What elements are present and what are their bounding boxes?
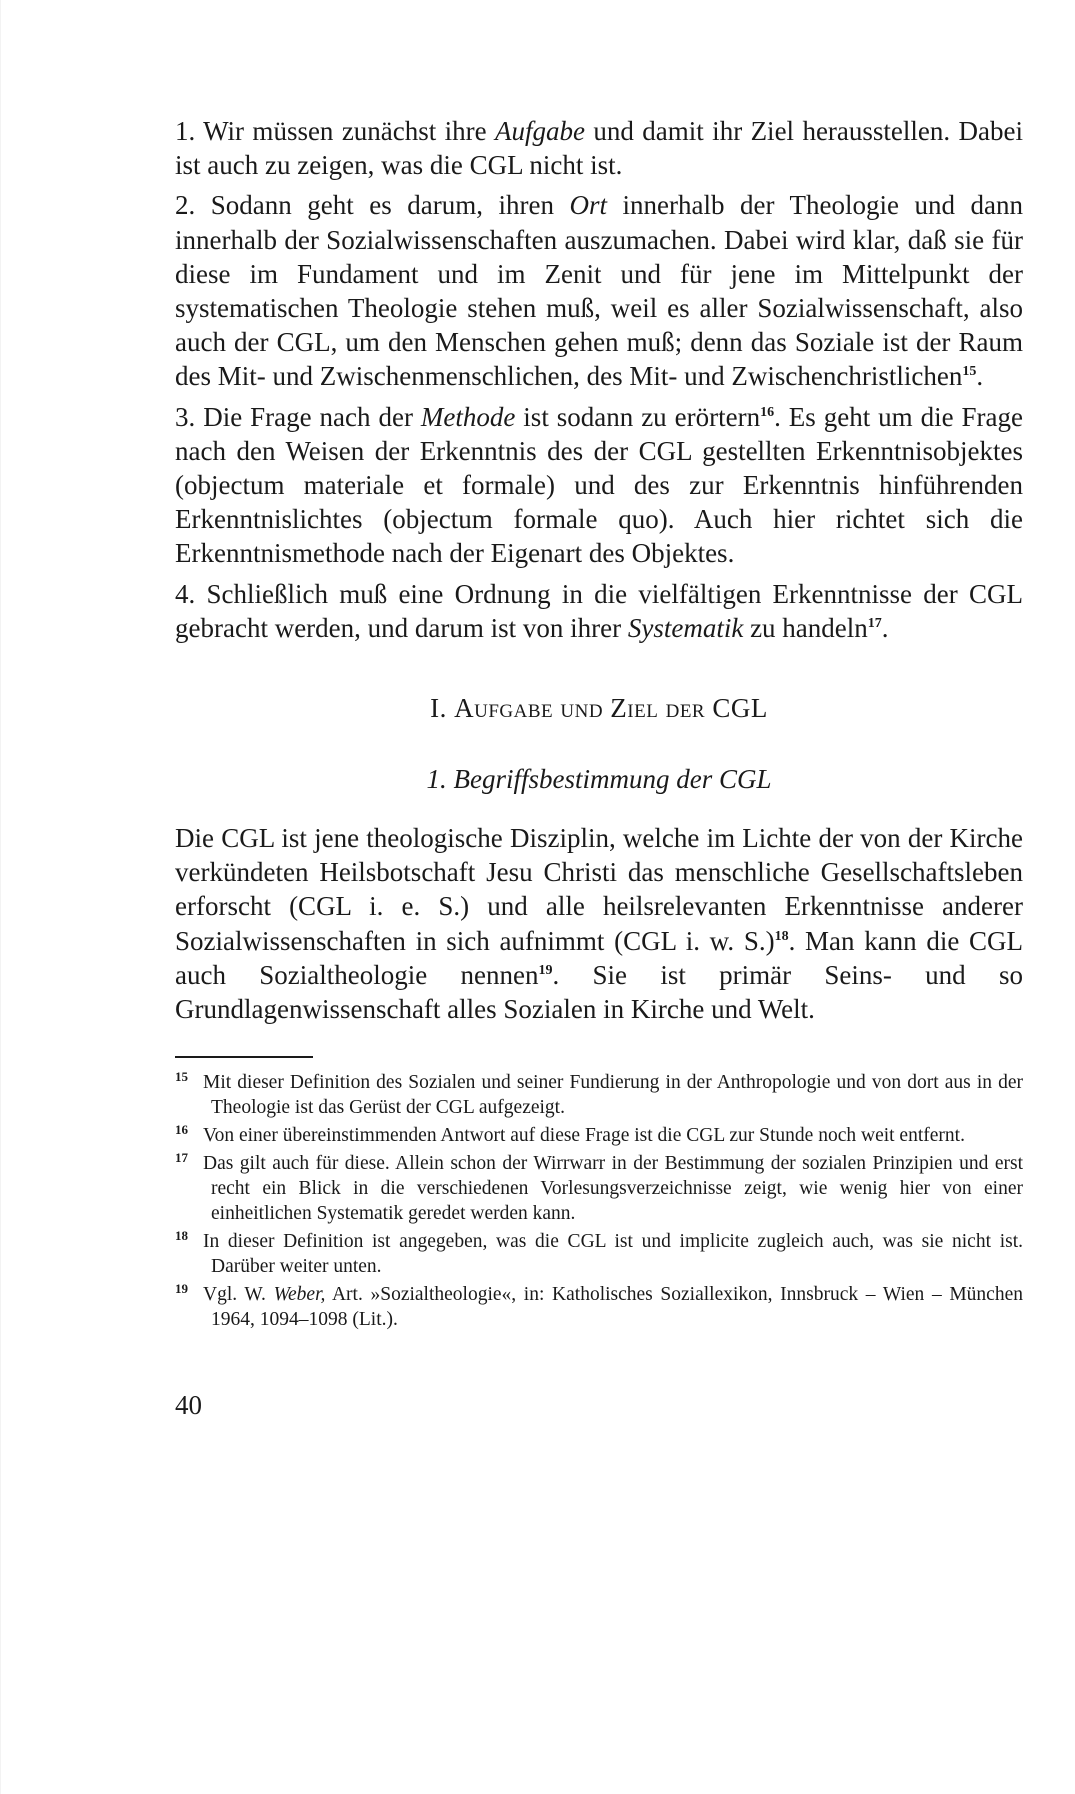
emphasis-methode: Methode — [420, 401, 516, 432]
emphasis-ort: Ort — [569, 190, 608, 221]
scan-edge — [0, 0, 1, 1794]
footnote-15: 15 Mit dieser Definition des Sozialen und seiner Fundierung in der Anthropologie und von dort aus in der Theologie ist das Gerüst der CGL aufgezeigt. — [175, 1068, 1023, 1119]
list-item-2: 2. Sodann geht es darum, ihren Ort innerhalb der Theologie und dann innerhalb der Sozialwissenschaften auszumachen. Dabei wird klar, daß sie für diese im Fundament und im Zenit und für jene im Mittelpunkt der systematischen Theologie stehen muß, weil es aller Sozialwissenschaft, also auch der CGL, um den Menschen gehen muß; denn das Soziale ist der Raum des Mit- und Zwischenmenschlichen, des Mit- und Zwischenchristlichen$^{15}$. — [175, 190, 1023, 392]
footnote-18: 18 In dieser Definition ist angegeben, was die CGL ist und implicite zugleich auch, was sie nicht ist. Darüber weiter unten. — [175, 1227, 1023, 1278]
footnote-16: 16 Von einer übereinstimmenden Antwort auf diese Frage ist die CGL zur Stunde noch weit entfernt. — [175, 1121, 965, 1147]
footnote-ref-19[interactable]: 19 — [538, 962, 553, 978]
footnote-divider — [175, 1056, 313, 1058]
body-paragraph: Die CGL ist jene theologische Disziplin, welche im Lichte der von der Kirche verkündeten Heilsbotschaft Jesu Christi das menschliche Gesellschaftsleben erforscht (CGL i. e. S.) und alle heilsrelevanten Erkenntnisse anderer Sozialwissenschaften in sich aufnimmt (CGL i. w. S.)$^{18}$. Man kann die CGL auch Sozialtheologie nennen$^{19}$. Sie ist primär Seins- und so Grundlagenwissenschaft alles Sozialen in Kirche und Welt. — [175, 823, 1024, 1025]
footnote-19: 19 Vgl. W. Weber, Art. »Sozialtheologie«, in: Katholisches Soziallexikon, Innsbruck – Wien – München 1964, 1094–1098 (Lit.). — [175, 1280, 1023, 1331]
footnote-ref-17[interactable]: 17 — [867, 615, 882, 631]
page-number: 40 — [175, 1390, 202, 1421]
book-page — [175, 114, 1023, 1421]
footnote-17: 17 Das gilt auch für diese. Allein schon der Wirrwarr in der Bestimmung der sozialen Prinzipien und erst recht ein Blick in die verschiedenen Vorlesungsverzeichnisse zeigt, wie wenig hier von einer einheitlichen Systematik geredet werden kann. — [175, 1149, 1023, 1225]
footnote-ref-15[interactable]: 15 — [962, 364, 977, 380]
subsection-heading: 1. Begriffsbestimmung der CGL — [426, 764, 772, 795]
section-heading: I. Aufgabe und Ziel der CGL — [430, 693, 768, 724]
author-name: Weber, — [273, 1284, 326, 1306]
list-item-3: 3. Die Frage nach der Methode ist sodann zu erörtern$^{16}$. Es geht um die Frage nach den Weisen der Erkenntnis des der CGL gestellten Erkenntnisobjektes (objectum materiale et formale) und des zur Erkenntnis hinführenden Erkenntnislichtes (objectum formale quo). Auch hier richtet sich die Erkenntnismethode nach der Eigenart des Objektes. — [175, 401, 1024, 569]
list-item-4: 4. Schließlich muß eine Ordnung in die vielfältigen Erkenntnisse der CGL gebracht werden, und darum ist von ihrer Systematik zu handeln$^{17}$. — [175, 578, 1023, 643]
list-item-1: 1. Wir müssen zunächst ihre Aufgabe und damit ihr Ziel herausstellen. Dabei ist auch zu zeigen, was die CGL nicht ist. — [175, 116, 1023, 181]
emphasis-aufgabe: Aufgabe — [495, 116, 586, 146]
footnote-ref-16[interactable]: 16 — [760, 404, 775, 420]
footnotes — [175, 1070, 1023, 1332]
footnote-ref-18[interactable]: 18 — [774, 928, 789, 944]
emphasis-systematik: Systematik — [627, 612, 744, 643]
